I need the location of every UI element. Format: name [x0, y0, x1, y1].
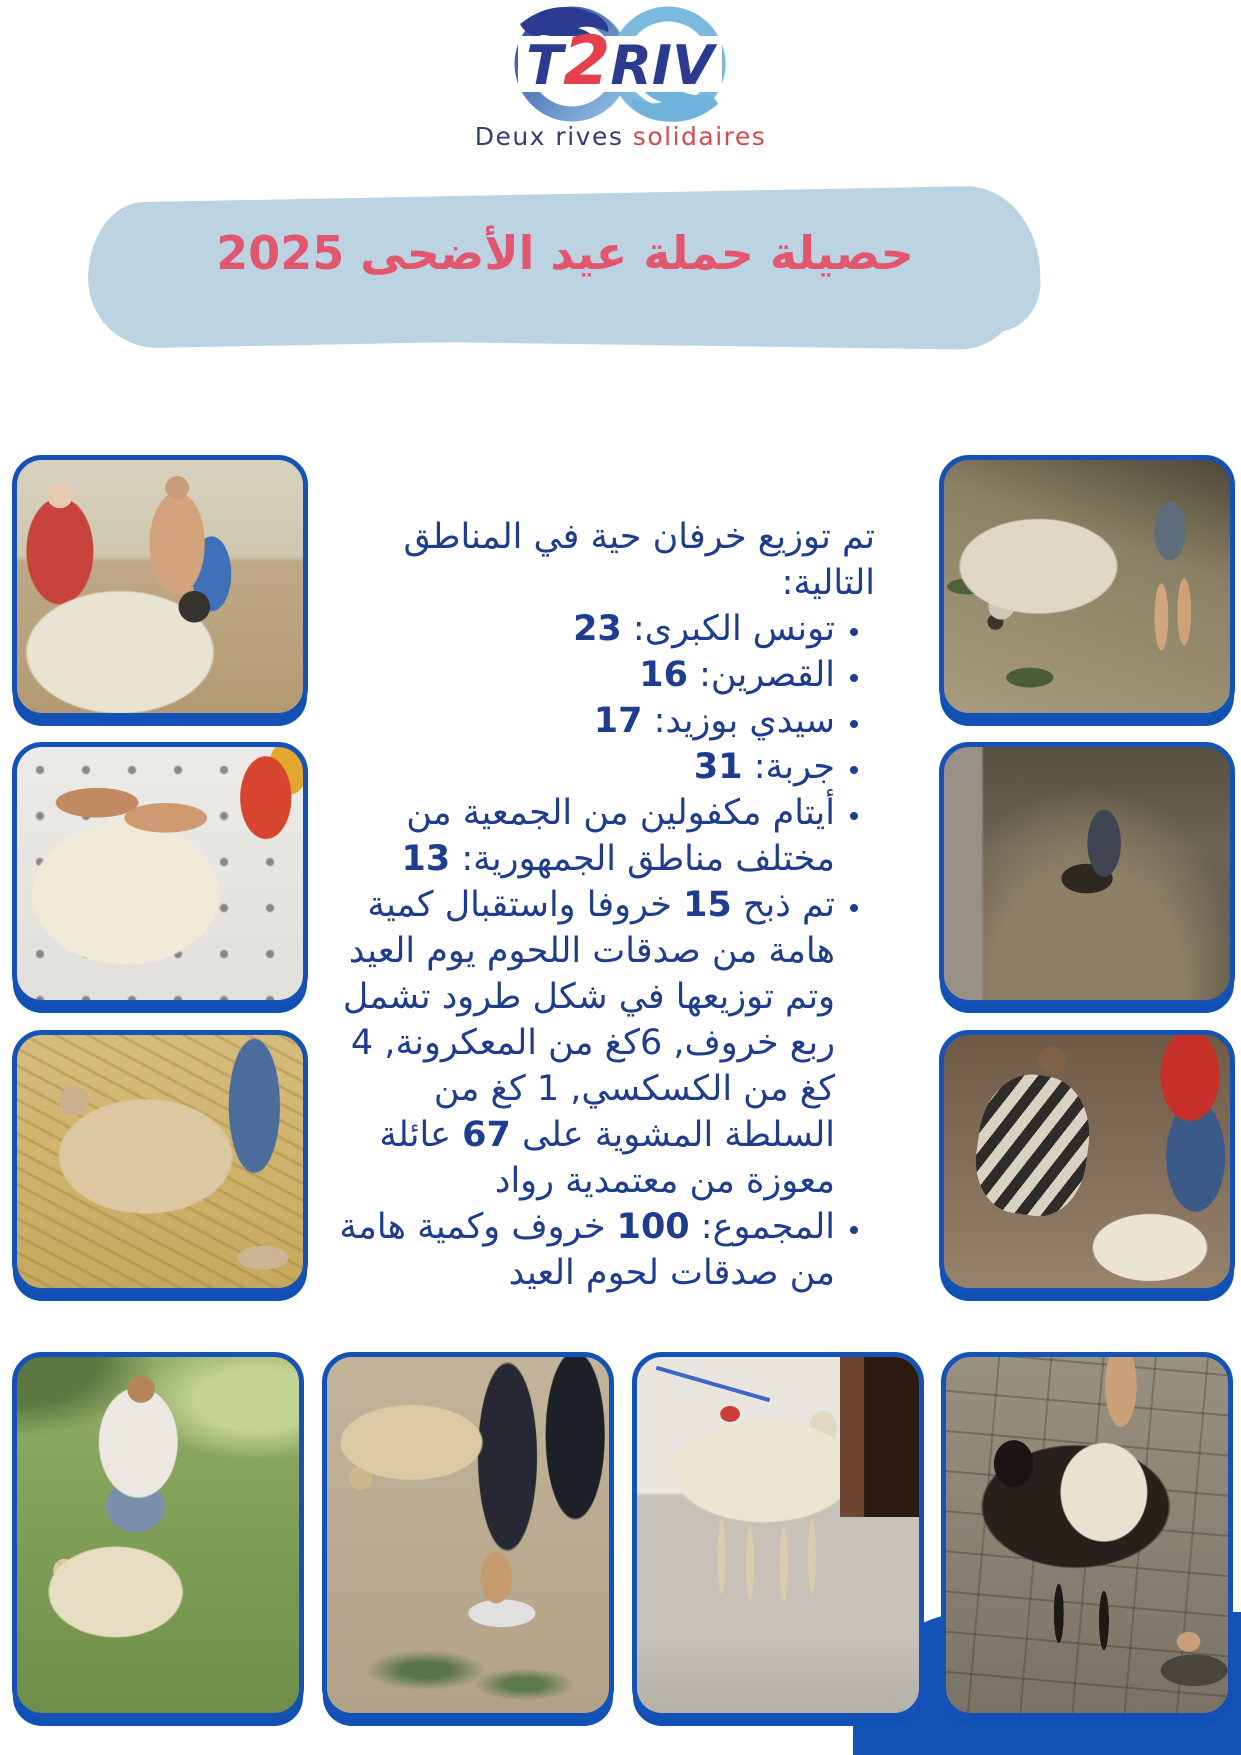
- photo-children-sheep-stone-wall: [12, 455, 308, 718]
- scene-doorway-shape: [840, 1357, 919, 1517]
- photo-sheep-street-night: [939, 742, 1235, 1005]
- report-text: خروف وكمية هامة من صدقات لحوم العيد: [339, 1207, 835, 1293]
- report-list-item: [318, 882, 835, 1204]
- report-text: عائلة معوزة من معتمدية رواد: [379, 1115, 835, 1201]
- report-number: 17: [593, 701, 643, 741]
- campaign-report: [318, 514, 875, 1296]
- logo-tagline: [0, 122, 1241, 151]
- scene-rope-shape: [656, 1366, 771, 1402]
- report-list-item: [318, 652, 835, 698]
- page-title: حصيلة حملة عيد الأضحى 2025: [216, 226, 914, 280]
- report-text: المجموع:: [689, 1207, 835, 1247]
- report-intro: تم توزيع خرفان حية في المناطق التالية:: [403, 517, 875, 603]
- report-number: 23: [573, 609, 622, 649]
- photo-boy-holding-sheep-grass: [12, 1352, 304, 1718]
- report-text: خروفا واستقبال كمية هامة من صدقات اللحوم يوم العيد وتم توزيعها في شكل طرود تشمل ربع خروف, 6كغ من المعكرونة, 4 كغ من الكسكسي, 1 كغ من السلطة المشوية على: [342, 885, 835, 1155]
- photo-black-white-sheep-pavement: [941, 1352, 1233, 1718]
- report-number: 100: [616, 1207, 690, 1247]
- report-list-item: [318, 606, 835, 652]
- report-number: 16: [639, 655, 688, 695]
- report-list: [318, 606, 875, 1296]
- report-text: أيتام مكفولين من الجمعية من مختلف مناطق الجمهورية:: [406, 793, 835, 879]
- logo-letter-2: 2: [563, 22, 611, 101]
- report-number: 13: [401, 839, 451, 879]
- report-list-item: [318, 790, 835, 882]
- logo-wordmark: [526, 22, 718, 101]
- report-list-item: [318, 698, 835, 744]
- report-list-item: [318, 744, 835, 790]
- report-text: تم ذبح: [731, 885, 835, 925]
- report-number: 31: [693, 747, 743, 787]
- tagline-accent: solidaires: [632, 122, 767, 151]
- photo-sheep-by-doorway: [632, 1352, 924, 1718]
- report-text: القصرين:: [687, 655, 835, 695]
- scene-striped-sweater-shape: [969, 1068, 1097, 1222]
- report-text: جربة:: [742, 747, 835, 787]
- logo-letter-t: T: [526, 34, 564, 97]
- photo-sheep-on-straw: [12, 1030, 308, 1293]
- photo-hands-petting-sheep-tiles: [12, 742, 308, 1005]
- report-number: 67: [462, 1115, 511, 1155]
- logo-letters-riv: RIV: [610, 34, 714, 97]
- report-text: تونس الكبرى:: [621, 609, 835, 649]
- photo-sheep-grazing-night: [939, 455, 1235, 718]
- report-number: 15: [683, 885, 732, 925]
- photo-man-holding-lamb-sand: [322, 1352, 614, 1718]
- report-text: سيدي بوزيد:: [642, 701, 835, 741]
- tagline-primary: Deux rives: [474, 122, 633, 151]
- photo-men-with-sheep-indoors: [939, 1030, 1235, 1293]
- report-list-item: [318, 1204, 835, 1296]
